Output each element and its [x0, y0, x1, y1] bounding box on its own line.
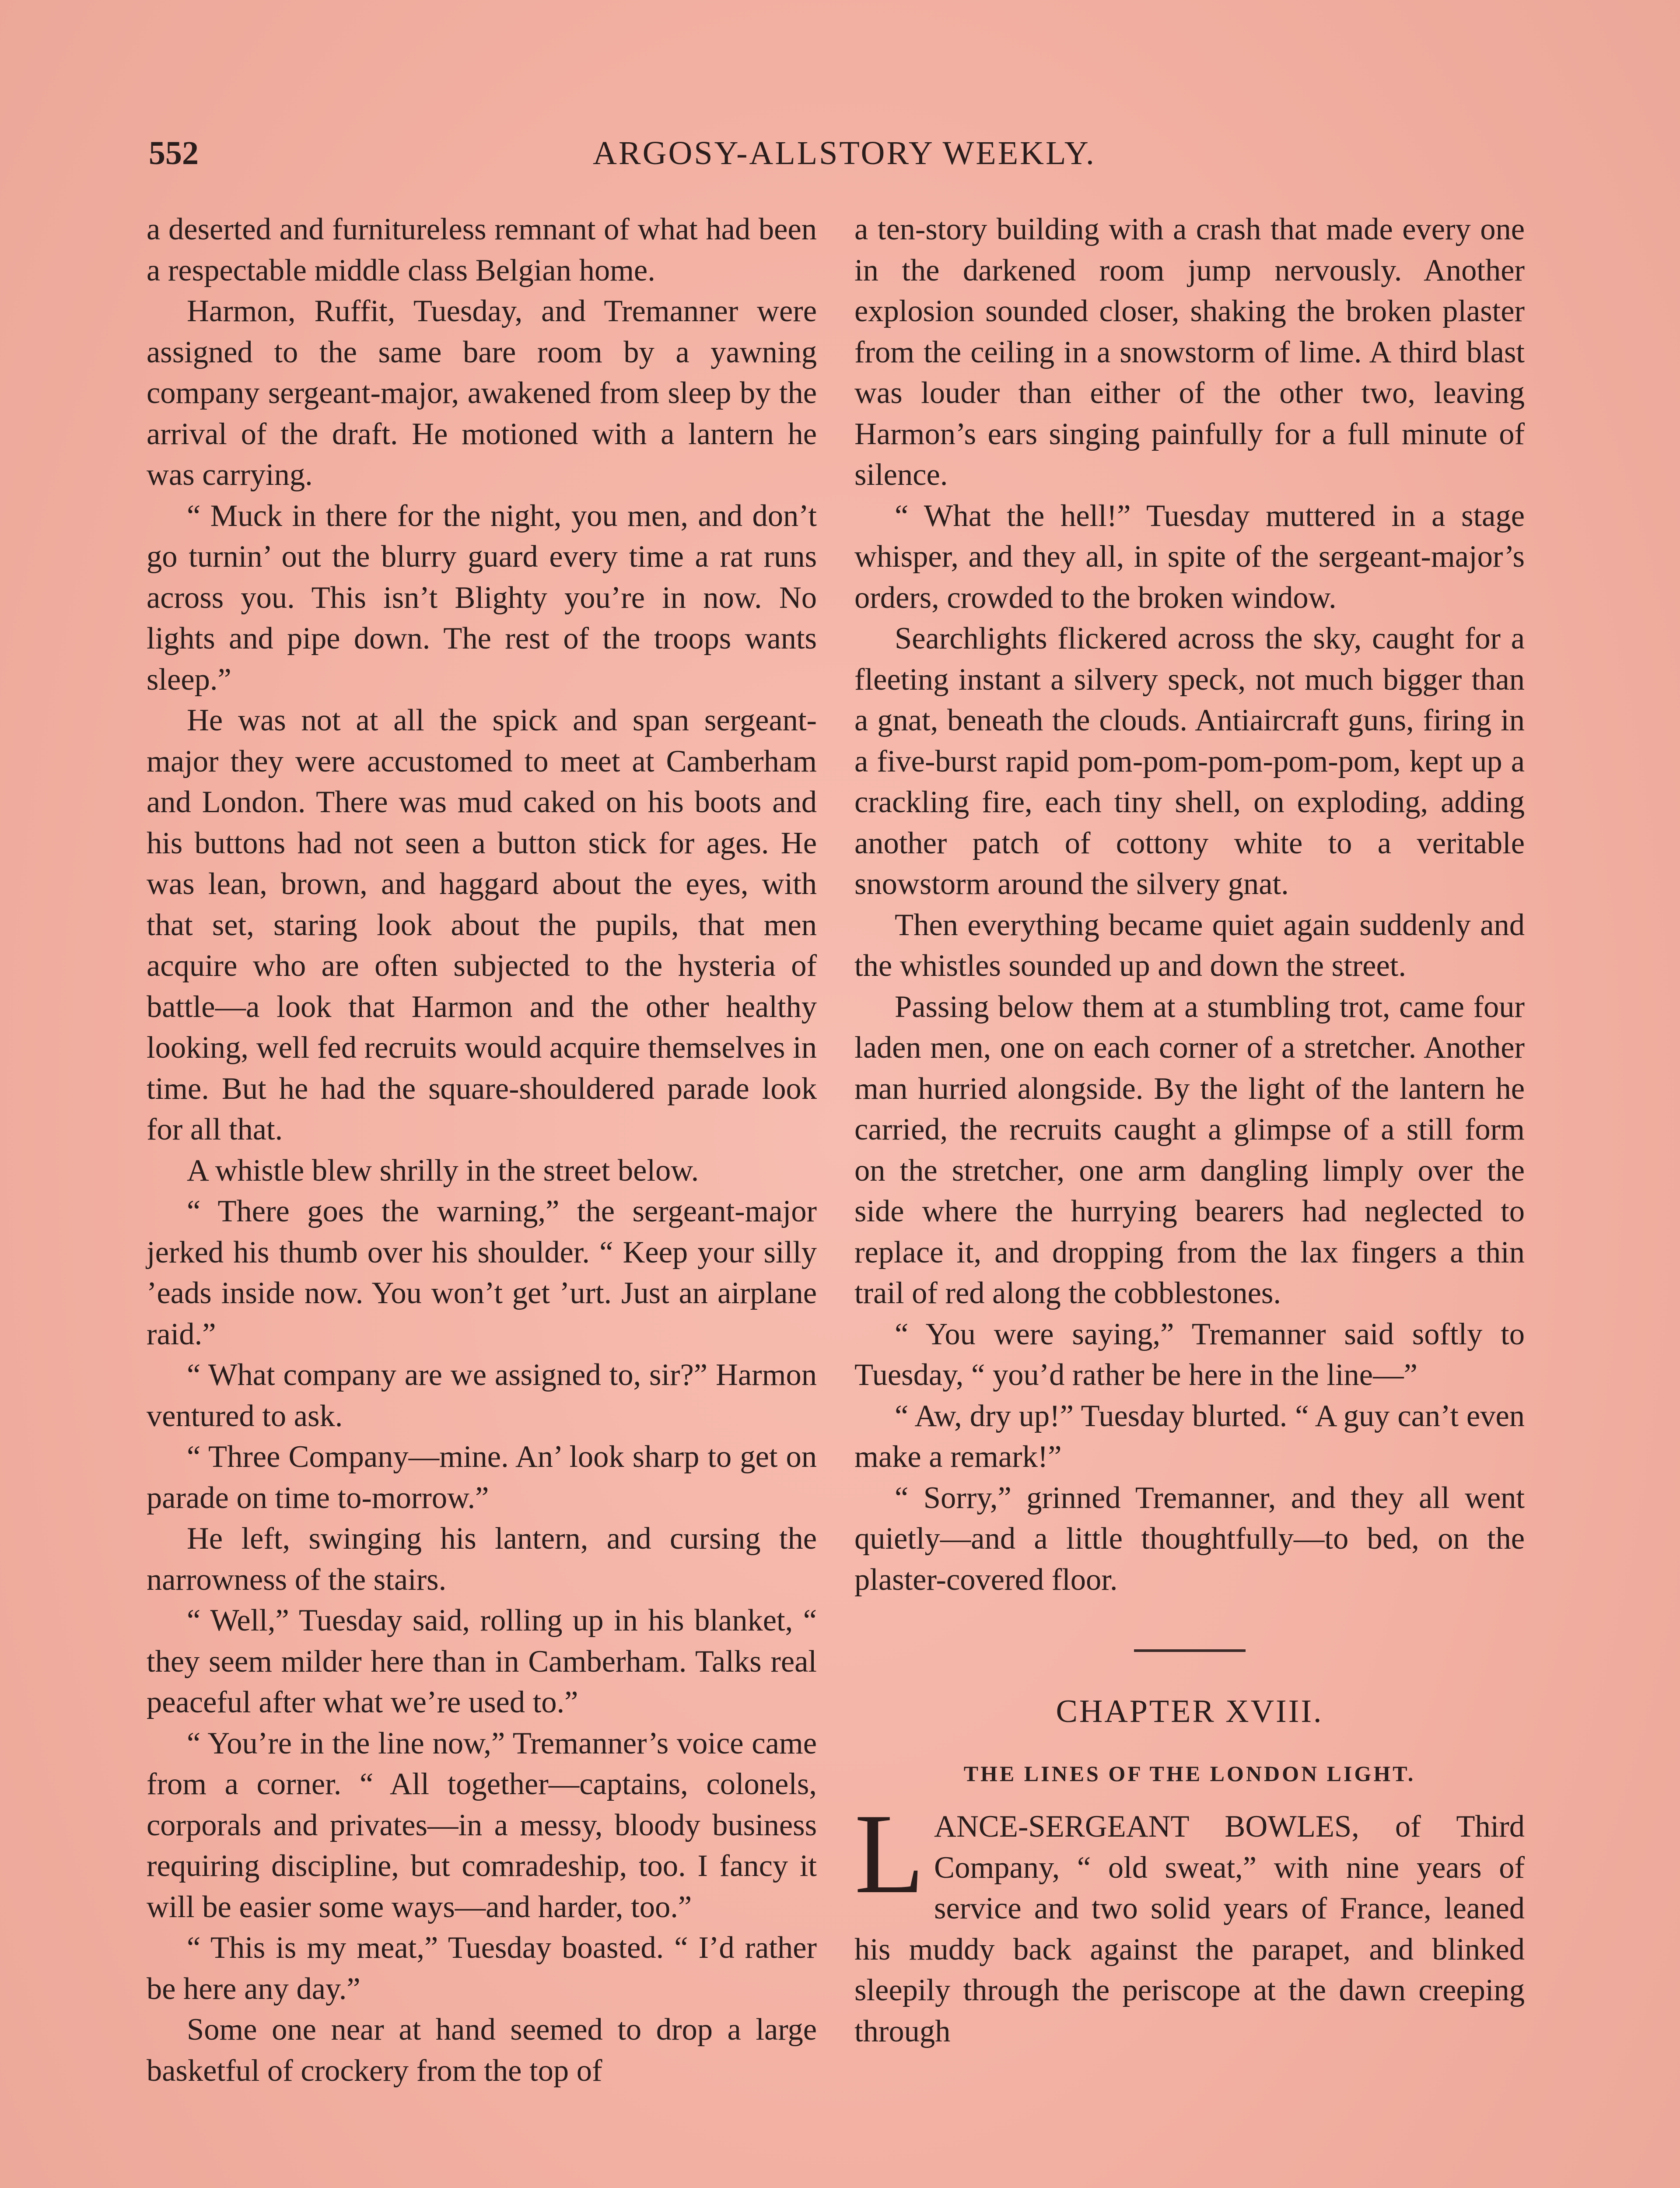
paragraph: “ You were saying,” Tremanner said softly to Tuesday, “ you’d rather be here in the line—”	[854, 1317, 1525, 1392]
chapter-opening-text: ANCE-SERGEANT BOWLES, of Third Company, “ old sweat,” with nine years of service and two solid years of France, leaned his muddy back against the parapet, and blinked sleepily through the periscope at the dawn creeping through	[854, 1809, 1525, 2048]
paragraph: a ten-story building with a crash that made every one in the darkened room jump nervously. Another explosion sounded closer, shaking the broken plaster from the ceiling in a snowstorm of lime. A third blast was louder than either of the other two, leaving Harmon’s ears singing painfully for a full minute of silence.	[854, 212, 1525, 492]
page-number: 552	[149, 135, 199, 172]
paragraph: “ What the hell!” Tuesday muttered in a stage whisper, and they all, in spite of the sergeant-major’s orders, crowded to the broken window.	[854, 498, 1525, 615]
right-column	[854, 209, 1525, 2052]
paragraph: He was not at all the spick and span sergeant-major they were accustomed to meet at Camberham and London. There was mud caked on his boots and his buttons had not seen a button stick for ages. He was lean, brown, and haggard about the eyes, with that set, staring look about the pupils, that men acquire who are often subjected to the hysteria of battle—a look that Harmon and the other healthy looking, well fed recruits would acquire themselves in time. But he had the square-shouldered parade look for all that.	[147, 703, 817, 1147]
paragraph: “ Well,” Tuesday said, rolling up in his blanket, “ they seem milder here than in Camberham. Talks real peaceful after what we’re used to.”	[147, 1603, 817, 1719]
paragraph: “ Three Company—mine. An’ look sharp to get on parade on time to-morrow.”	[147, 1440, 817, 1515]
drop-cap: L	[854, 1790, 925, 1917]
paragraph: He left, swinging his lantern, and cursing the narrowness of the stairs.	[147, 1522, 817, 1597]
section-divider	[1134, 1649, 1246, 1652]
paragraph: “ Aw, dry up!” Tuesday blurted. “ A guy can’t even make a remark!”	[854, 1399, 1525, 1474]
running-head: ARGOSY-ALLSTORY WEEKLY.	[593, 135, 1096, 172]
chapter-opening-paragraph	[854, 1790, 1525, 2052]
paragraph: “ You’re in the line now,” Tremanner’s voice came from a corner. “ All together—captains, colonels, corporals and privates—in a messy, bloody business requiring discipline, but comradeship, too. I fancy it will be easier some ways—and harder, too.”	[147, 1726, 817, 1924]
paragraph: “ Muck in there for the night, you men, and don’t go turnin’ out the blurry guard every time a rat runs across you. This isn’t Blighty you’re in now. No lights and pipe down. The rest of the troops wants sleep.”	[147, 498, 817, 697]
paragraph: Searchlights flickered across the sky, caught for a fleeting instant a silvery speck, not much bigger than a gnat, beneath the clouds. Antiaircraft guns, firing in a five-burst rapid pom-pom-pom-pom-pom, kept up a crackling fire, each tiny shell, on exploding, adding another patch of cottony white to a veritable snowstorm around the silvery gnat.	[854, 621, 1525, 901]
paragraph: “ Sorry,” grinned Tremanner, and they all went quietly—and a little thoughtfully—to bed, on the plaster-covered floor.	[854, 1480, 1525, 1597]
paragraph: a deserted and furnitureless remnant of what had been a respectable middle class Belgian home.	[147, 212, 817, 288]
paragraph: Then everything became quiet again suddenly and the whistles sounded up and down the street.	[854, 908, 1525, 983]
chapter-subtitle: THE LINES OF THE LONDON LIGHT.	[963, 1761, 1416, 1786]
chapter-title: CHAPTER XVIII.	[1056, 1694, 1323, 1729]
page-header	[149, 131, 1540, 179]
left-column	[147, 209, 817, 2091]
paragraph: “ This is my meat,” Tuesday boasted. “ I’d rather be here any day.”	[147, 1931, 817, 2006]
paragraph: Some one near at hand seemed to drop a large basketful of crockery from the top of	[147, 2013, 817, 2088]
paragraph: Harmon, Ruffit, Tuesday, and Tremanner were assigned to the same bare room by a yawning company sergeant-major, awakened from sleep by the arrival of the draft. He motioned with a lantern he was carrying.	[147, 294, 817, 492]
paragraph: “ What company are we assigned to, sir?” Harmon ventured to ask.	[147, 1358, 817, 1433]
paragraph: Passing below them at a stumbling trot, came four laden men, one on each corner of a stretcher. Another man hurried alongside. By the light of the lantern he carried, the recruits caught a glimpse of a still form on the stretcher, one arm dangling limply over the side where the hurrying bearers had neglected to replace it, and dropping from the lax fingers a thin trail of red along the cobblestones.	[854, 989, 1525, 1310]
paragraph: A whistle blew shrilly in the street below.	[187, 1153, 699, 1188]
paragraph: “ There goes the warning,” the sergeant-major jerked his thumb over his shoulder. “ Keep your silly ’eads inside now. You won’t get ’urt. Just an airplane raid.”	[147, 1194, 817, 1351]
